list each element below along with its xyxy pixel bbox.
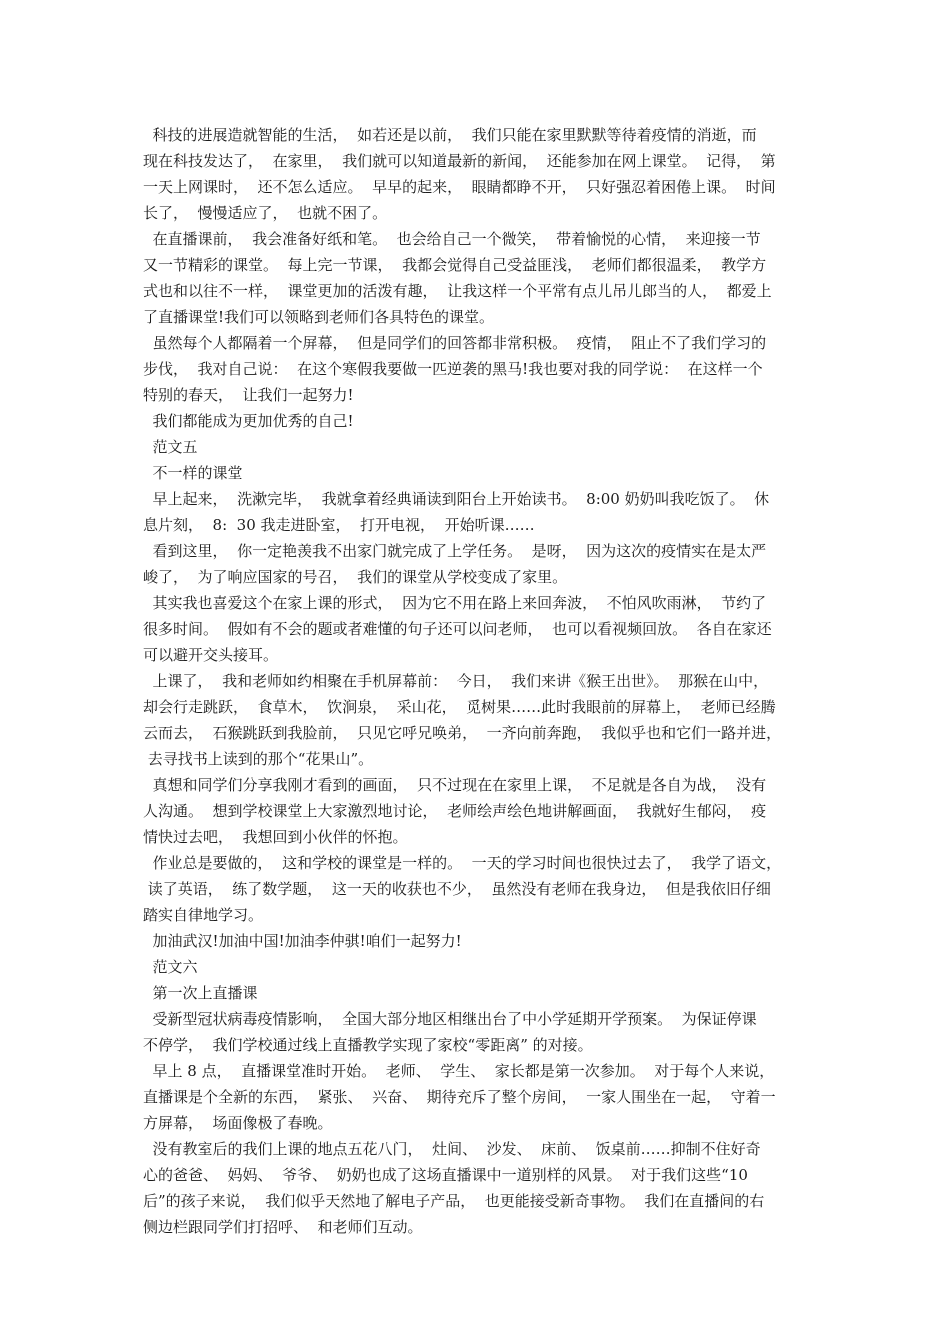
text-line: 直播课是个全新的东西， 紧张、 兴奋、 期待充斥了整个房间， 一家人围坐在一起， 守着一 [143, 1088, 776, 1106]
text-line: 特别的春天， 让我们一起努力! [143, 386, 354, 404]
text-line: 一天上网课时， 还不怎么适应。 早早的起来， 眼睛都睁不开， 只好强忍着困倦上课。 时间 [143, 178, 776, 196]
text-line: 步伐， 我对自己说： 在这个寒假我要做一匹逆袭的黑马!我也要对我的同学说： 在这样一个 [143, 360, 763, 378]
text-line: 真想和同学们分享我刚才看到的画面， 只不过现在在家里上课， 不足就是各自为战， 没有 [143, 776, 767, 794]
text-line: 式也和以往不一样， 课堂更加的活泼有趣， 让我这样一个平常有点儿吊儿郎当的人， 都爱上 [143, 282, 772, 300]
text-line: 长了， 慢慢适应了， 也就不困了。 [143, 204, 388, 222]
text-line: 早上起来， 洗漱完毕， 我就拿着经典诵读到阳台上开始读书。 8:00 奶奶叫我吃饭了。 休 [143, 490, 770, 508]
text-line: 后”的孩子来说， 我们似乎天然地了解电子产品， 也更能接受新奇事物。 我们在直播间的右 [143, 1192, 765, 1210]
text-line: 虽然每个人都隔着一个屏幕， 但是同学们的回答都非常积极。 疫情， 阻止不了我们学习的 [143, 334, 767, 352]
text-line: 没有教室后的我们上课的地点五花八门， 灶间、 沙发、 床前、 饭桌前……抑制不住好奇 [143, 1140, 761, 1158]
text-line: 却会行走跳跃， 食草木， 饮涧泉， 采山花， 觅树果……此时我眼前的屏幕上， 老师已经腾 [143, 698, 776, 716]
document-body [143, 122, 815, 1240]
text-line: 看到这里， 你一定艳羡我不出家门就完成了上学任务。 是呀， 因为这次的疫情实在是太严 [143, 542, 767, 560]
text-line: 心的爸爸、 妈妈、 爷爷、 奶奶也成了这场直播课中一道别样的风景。 对于我们这些“10 [143, 1166, 748, 1184]
text-line: 去寻找书上读到的那个“花果山”。 [143, 750, 374, 768]
text-line: 范文六 [143, 958, 198, 976]
text-line: 范文五 [143, 438, 198, 456]
text-line: 其实我也喜爱这个在家上课的形式， 因为它不用在路上来回奔波， 不怕风吹雨淋， 节约了 [143, 594, 767, 612]
text-line: 了直播课堂!我们可以领略到老师们各具特色的课堂。 [143, 308, 495, 326]
text-line: 云而去， 石猴跳跃到我脸前， 只见它呼兄唤弟， 一齐向前奔跑， 我似乎也和它们一路并进， [143, 724, 782, 742]
text-line: 侧边栏跟同学们打招呼、 和老师们互动。 [143, 1218, 423, 1236]
text-line: 峻了， 为了响应国家的号召， 我们的课堂从学校变成了家里。 [143, 568, 568, 586]
text-line: 上课了， 我和老师如约相聚在手机屏幕前： 今日， 我们来讲《猴王出世》。 那猴在山中， [143, 672, 769, 690]
text-line: 又一节精彩的课堂。 每上完一节课， 我都会觉得自己受益匪浅， 老师们都很温柔， 教学方 [143, 256, 767, 274]
text-line: 我们都能成为更加优秀的自己! [143, 412, 354, 430]
text-line: 科技的进展造就智能的生活， 如若还是以前， 我们只能在家里默默等待着疫情的消逝，而 [143, 126, 757, 144]
text-line: 很多时间。 假如有不会的题或者难懂的句子还可以问老师， 也可以看视频回放。 各自在家还 [143, 620, 772, 638]
text-line: 作业总是要做的， 这和学校的课堂是一样的。 一天的学习时间也很快过去了， 我学了语文， [143, 854, 782, 872]
text-line: 不一样的课堂 [143, 464, 243, 482]
text-line: 可以避开交头接耳。 [143, 646, 279, 664]
text-line: 方屏幕， 场面像极了春晚。 [143, 1114, 333, 1132]
text-line: 早上 8 点， 直播课堂准时开始。 老师、 学生、 家长都是第一次参加。 对于每个人来说， [143, 1062, 775, 1080]
text-line: 加油武汉!加油中国!加油李仲骐!咱们一起努力! [143, 932, 462, 950]
text-line: 读了英语， 练了数学题， 这一天的收获也不少， 虽然没有老师在我身边， 但是我依旧仔细 [143, 880, 771, 898]
text-line: 受新型冠状病毒疫情影响， 全国大部分地区相继出台了中小学延期开学预案。 为保证停课 [143, 1010, 757, 1028]
text-line: 踏实自律地学习。 [143, 906, 264, 924]
text-line: 现在科技发达了， 在家里， 我们就可以知道最新的新闻， 还能参加在网上课堂。 记得， 第 [143, 152, 776, 170]
text-line: 人沟通。 想到学校课堂上大家激烈地讨论， 老师绘声绘色地讲解画面， 我就好生郁闷， 疫 [143, 802, 767, 820]
text-line: 不停学， 我们学校通过线上直播教学实现了家校“零距离” 的对接。 [143, 1036, 593, 1054]
text-line: 情快过去吧， 我想回到小伙伴的怀抱。 [143, 828, 408, 846]
text-line: 息片刻， 8: 30 我走进卧室， 打开电视， 开始听课…… [143, 516, 535, 534]
text-line: 在直播课前， 我会准备好纸和笔。 也会给自己一个微笑， 带着愉悦的心情， 来迎接一节 [143, 230, 761, 248]
text-line: 第一次上直播课 [143, 984, 258, 1002]
